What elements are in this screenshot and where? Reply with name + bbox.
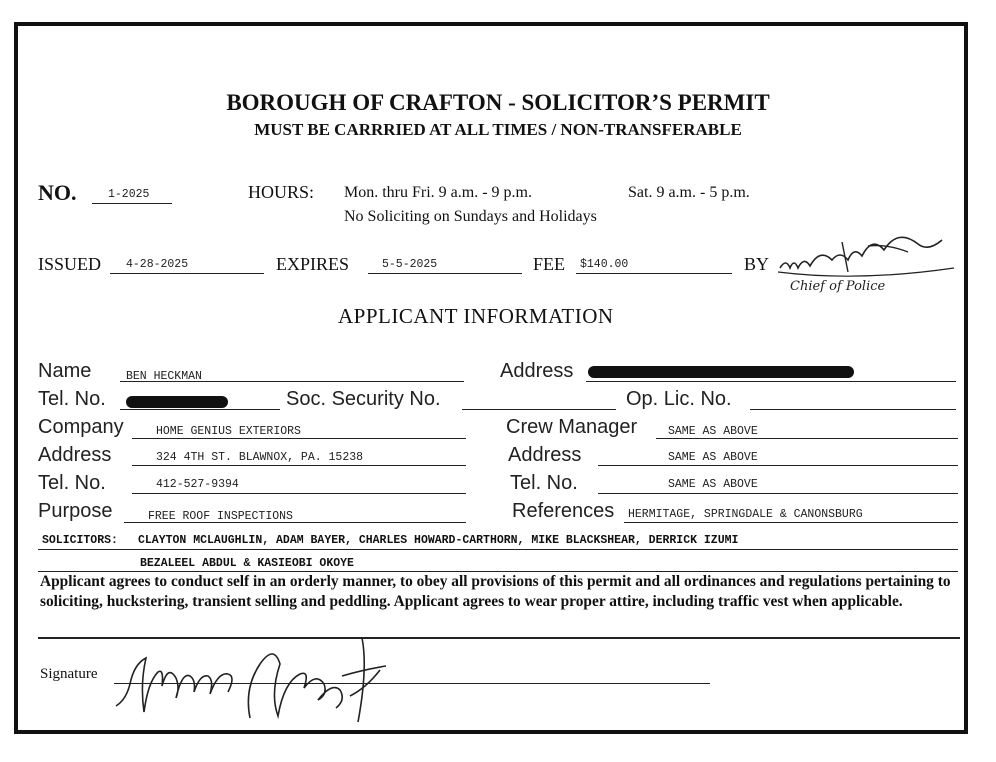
permit-no-value: 1-2025	[108, 188, 150, 201]
permit-title: BOROUGH OF CRAFTON - SOLICITOR’S PERMIT	[226, 90, 770, 115]
fee-line	[576, 273, 732, 274]
fee-label: FEE	[533, 254, 566, 274]
purpose-value: FREE ROOF INSPECTIONS	[148, 510, 293, 523]
hours-note: No Soliciting on Sundays and Holidays	[344, 208, 597, 225]
tel-line	[120, 409, 280, 410]
tel-label: Tel. No.	[38, 388, 106, 410]
issued-value: 4-28-2025	[126, 258, 189, 271]
expires-line	[368, 273, 522, 274]
manager-address-value: SAME AS ABOVE	[668, 451, 758, 464]
expires-value: 5-5-2025	[382, 258, 438, 271]
company-address-line	[132, 465, 466, 466]
expires-label: EXPIRES	[276, 254, 350, 274]
company-address-value: 324 4TH ST. BLAWNOX, PA. 15238	[156, 451, 364, 464]
manager-address-label: Address	[508, 444, 582, 466]
issued-label: ISSUED	[38, 254, 102, 274]
manager-tel-line	[598, 493, 958, 494]
company-label: Company	[38, 416, 124, 438]
solicitors-underline-1	[38, 549, 958, 550]
manager-address-line	[598, 465, 958, 466]
manager-tel-value: SAME AS ABOVE	[668, 478, 758, 491]
crew-manager-value: SAME AS ABOVE	[668, 425, 758, 438]
purpose-label: Purpose	[38, 500, 113, 522]
name-value: BEN HECKMAN	[126, 370, 202, 383]
company-address-label: Address	[38, 444, 112, 466]
company-value: HOME GENIUS EXTERIORS	[156, 425, 301, 438]
address-redaction	[588, 366, 854, 378]
agreement-text: Applicant agrees to conduct self in an orderly manner, to obey all provisions of this permit and all ordinances and regulations pertaining to soliciting, huckstering, transient selling and peddling. Applicant agrees to wear proper attire, including traffic vest when applicable.	[40, 573, 951, 610]
company-tel-label: Tel. No.	[38, 472, 106, 494]
permit-no-label: NO.	[38, 180, 77, 205]
name-label: Name	[38, 360, 92, 382]
address-label: Address	[500, 360, 574, 382]
applicant-signature	[110, 634, 400, 726]
ssn-line	[462, 409, 616, 410]
oplic-line	[750, 409, 956, 410]
address-line	[586, 381, 956, 382]
references-line	[624, 522, 958, 523]
references-label: References	[512, 500, 615, 522]
solicitors-line1: CLAYTON MCLAUGHLIN, ADAM BAYER, CHARLES HOWARD-CARTHORN, MIKE BLACKSHEAR, DERRICK IZUMI	[138, 534, 739, 547]
by-signature-text: Chief of Police	[790, 279, 886, 294]
hours-saturday: Sat. 9 a.m. - 5 p.m.	[628, 184, 750, 201]
police-chief-signature	[776, 236, 958, 296]
fee-value: $140.00	[580, 258, 629, 271]
oplic-label: Op. Lic. No.	[626, 388, 732, 410]
solicitors-label: SOLICITORS:	[42, 534, 118, 547]
company-tel-line	[132, 493, 466, 494]
tel-redaction	[126, 396, 228, 408]
hours-weekday: Mon. thru Fri. 9 a.m. - 9 p.m.	[344, 184, 532, 201]
crew-manager-line	[656, 438, 958, 439]
company-line	[132, 438, 466, 439]
references-value: HERMITAGE, SPRINGDALE & CANONSBURG	[628, 508, 863, 521]
signature-label: Signature	[40, 666, 98, 682]
hours-label: HOURS:	[248, 182, 315, 202]
crew-manager-label: Crew Manager	[506, 416, 638, 438]
company-tel-value: 412-527-9394	[156, 478, 239, 491]
solicitors-line2: BEZALEEL ABDUL & KASIEOBI OKOYE	[140, 557, 354, 570]
issued-line	[110, 273, 264, 274]
ssn-label: Soc. Security No.	[286, 388, 441, 410]
manager-tel-label: Tel. No.	[510, 472, 578, 494]
permit-no-line	[92, 203, 172, 204]
permit-subtitle: MUST BE CARRRIED AT ALL TIMES / NON-TRANSFERABLE	[254, 120, 742, 139]
by-label: BY	[744, 254, 770, 274]
applicant-section-title: APPLICANT INFORMATION	[338, 304, 614, 328]
